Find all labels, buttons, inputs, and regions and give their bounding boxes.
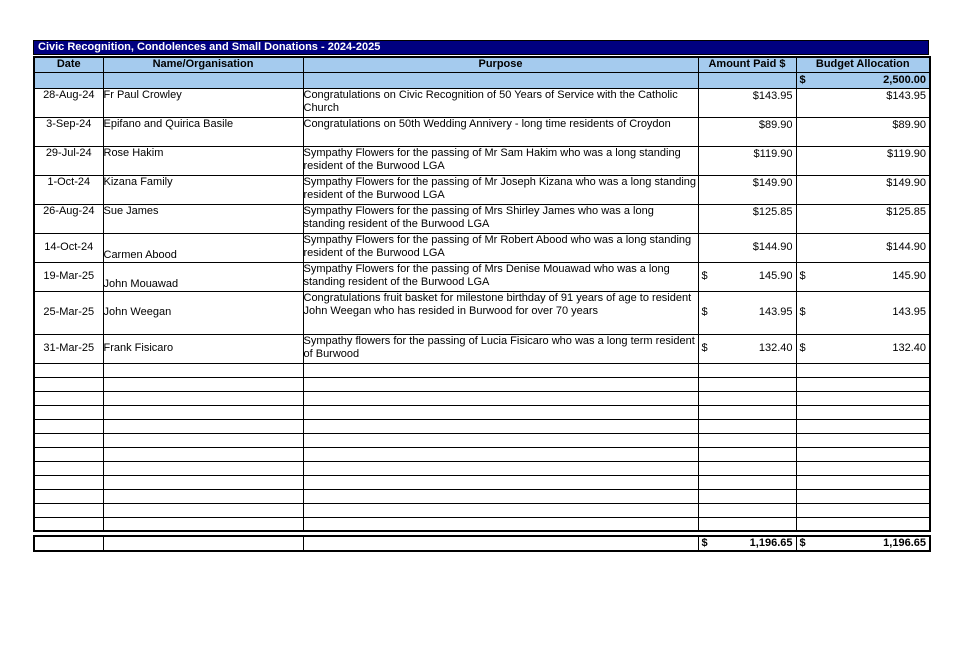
amount-paid-cell: [698, 117, 796, 146]
empty-cell: [698, 405, 796, 419]
empty-cell: [796, 363, 930, 377]
empty-cell: [796, 503, 930, 517]
empty-cell: [103, 405, 303, 419]
empty-cell: [103, 419, 303, 433]
budget-allocation-cell: [796, 175, 930, 204]
table-row: [34, 262, 930, 291]
date-cell: 25-Mar-25: [34, 291, 103, 334]
table-row: [34, 88, 930, 117]
budget-allocation-cell: [796, 291, 930, 334]
empty-cell: [698, 475, 796, 489]
name-organisation-cell: Epifano and Quirica Basile: [103, 117, 303, 146]
budget-allocation-value: 132.40: [892, 342, 926, 354]
empty-cell: [698, 503, 796, 517]
empty-cell: [698, 377, 796, 391]
purpose-cell: Congratulations on Civic Recognition of 50 Years of Service with the Catholic Church: [303, 88, 698, 117]
budget-allocation-value: 143.95: [892, 306, 926, 318]
budget-allocation-value: $125.85: [886, 205, 926, 218]
empty-cell: [303, 433, 698, 447]
purpose-cell: Sympathy Flowers for the passing of Mrs Shirley James who was a long standing resident of the Burwood LGA: [303, 204, 698, 233]
empty-cell: [698, 461, 796, 475]
amount-paid-cell: [698, 175, 796, 204]
total-amount-paid-value: 1,196.65: [749, 537, 793, 549]
amount-paid-value: $89.90: [758, 118, 793, 131]
date-cell: 3-Sep-24: [34, 117, 103, 146]
empty-cell: [796, 489, 930, 503]
empty-cell: [303, 447, 698, 461]
subheader-row: [34, 72, 930, 88]
budget-allocation-value: 145.90: [892, 270, 926, 282]
empty-cell: [303, 517, 698, 531]
purpose-cell: Sympathy Flowers for the passing of Mrs Denise Mouawad who was a long standing resident of the Burwood LGA: [303, 262, 698, 291]
col-header-name-organisation: Name/Organisation: [103, 57, 303, 72]
totals-table: [33, 535, 931, 552]
empty-cell: [698, 517, 796, 531]
currency-symbol: $: [701, 306, 708, 318]
report-title-bar: [33, 40, 929, 55]
empty-cell: [34, 517, 103, 531]
empty-cell: [303, 489, 698, 503]
amount-paid-value: $119.90: [753, 147, 793, 160]
purpose-cell: Sympathy Flowers for the passing of Mr Sam Hakim who was a long standing resident of the Burwood LGA: [303, 146, 698, 175]
date-cell: 14-Oct-24: [34, 233, 103, 262]
empty-cell: [796, 475, 930, 489]
total-budget-allocation-cell: [796, 536, 930, 551]
table-row: [34, 146, 930, 175]
empty-cell: [796, 419, 930, 433]
empty-cell: [796, 377, 930, 391]
donations-table: [33, 56, 931, 532]
subheader-budget-allocation-cell: [796, 72, 930, 88]
empty-cell: [303, 377, 698, 391]
empty-cell: [303, 419, 698, 433]
empty-cell: [103, 433, 303, 447]
empty-row: [34, 391, 930, 405]
empty-cell: [103, 363, 303, 377]
empty-row: [34, 489, 930, 503]
budget-allocation-value: $143.95: [886, 89, 926, 102]
table-row: [34, 117, 930, 146]
amount-paid-value: $143.95: [752, 89, 793, 102]
empty-row: [34, 419, 930, 433]
name-organisation-cell: Rose Hakim: [103, 146, 303, 175]
budget-allocation-cell: [796, 262, 930, 291]
subheader-date-cell: [34, 72, 103, 88]
table-row: [34, 204, 930, 233]
purpose-cell: Sympathy Flowers for the passing of Mr Robert Abood who was a long standing resident of the Burwood LGA: [303, 233, 698, 262]
subheader-purpose-cell: [303, 72, 698, 88]
currency-symbol: $: [799, 342, 806, 354]
empty-cell: [103, 377, 303, 391]
empty-cell: [34, 447, 103, 461]
purpose-cell: Congratulations fruit basket for milestone birthday of 91 years of age to resident John Weegan who has resided in Burwood for over 70 years: [303, 291, 698, 334]
currency-symbol: $: [799, 306, 806, 318]
subheader-amount-paid-cell: [698, 72, 796, 88]
civic-recognition-report: [33, 40, 929, 552]
budget-allocation-cell: [796, 233, 930, 262]
amount-paid-value: 132.40: [758, 342, 793, 354]
initial-budget-value: 2,500.00: [883, 73, 926, 86]
table-row: [34, 334, 930, 363]
empty-cell: [34, 391, 103, 405]
empty-cell: [303, 405, 698, 419]
table-row: [34, 175, 930, 204]
budget-allocation-value: $119.90: [887, 147, 926, 160]
name-organisation-cell: Kizana Family: [103, 175, 303, 204]
empty-cell: [796, 461, 930, 475]
amount-paid-cell: [698, 334, 796, 363]
currency-symbol: $: [799, 270, 806, 282]
empty-cell: [796, 391, 930, 405]
empty-row: [34, 405, 930, 419]
budget-allocation-cell: [796, 146, 930, 175]
name-organisation-cell: John Weegan: [103, 291, 303, 334]
budget-allocation-cell: [796, 88, 930, 117]
empty-cell: [34, 363, 103, 377]
amount-paid-cell: [698, 146, 796, 175]
empty-cell: [103, 461, 303, 475]
table-row: [34, 233, 930, 262]
date-cell: 29-Jul-24: [34, 146, 103, 175]
amount-paid-cell: [698, 233, 796, 262]
empty-cell: [103, 475, 303, 489]
amount-paid-value: $144.90: [752, 241, 793, 253]
empty-cell: [303, 391, 698, 405]
empty-cell: [34, 377, 103, 391]
empty-cell: [34, 503, 103, 517]
empty-cell: [698, 419, 796, 433]
empty-row: [34, 447, 930, 461]
col-header-purpose: Purpose: [303, 57, 698, 72]
empty-cell: [796, 517, 930, 531]
empty-cell: [698, 489, 796, 503]
currency-symbol: $: [701, 270, 708, 282]
amount-paid-cell: [698, 291, 796, 334]
amount-paid-value: $125.85: [752, 205, 793, 218]
name-organisation-cell: Frank Fisicaro: [103, 334, 303, 363]
purpose-cell: Congratulations on 50th Wedding Annivery - long time residents of Croydon: [303, 117, 698, 146]
date-cell: 1-Oct-24: [34, 175, 103, 204]
empty-cell: [303, 461, 698, 475]
name-organisation-cell: John Mouawad: [103, 262, 303, 291]
empty-cell: [698, 433, 796, 447]
name-organisation-cell: Fr Paul Crowley: [103, 88, 303, 117]
date-cell: 26-Aug-24: [34, 204, 103, 233]
budget-allocation-value: $89.90: [892, 118, 926, 131]
amount-paid-value: 143.95: [758, 306, 793, 318]
amount-paid-cell: [698, 204, 796, 233]
empty-row: [34, 433, 930, 447]
empty-cell: [34, 405, 103, 419]
date-cell: 19-Mar-25: [34, 262, 103, 291]
empty-cell: [303, 503, 698, 517]
total-date-cell: [34, 536, 103, 551]
empty-row: [34, 377, 930, 391]
empty-row: [34, 503, 930, 517]
purpose-cell: Sympathy flowers for the passing of Lucia Fisicaro who was a long term resident of Burwood: [303, 334, 698, 363]
total-amount-paid-cell: [698, 536, 796, 551]
empty-cell: [698, 391, 796, 405]
empty-cell: [103, 489, 303, 503]
date-cell: 28-Aug-24: [34, 88, 103, 117]
currency-symbol: $: [701, 537, 708, 549]
empty-row: [34, 475, 930, 489]
col-header-date: Date: [34, 57, 103, 72]
empty-row: [34, 461, 930, 475]
empty-cell: [34, 489, 103, 503]
amount-paid-value: $149.90: [752, 176, 793, 189]
amount-paid-cell: [698, 262, 796, 291]
name-organisation-cell: Carmen Abood: [103, 233, 303, 262]
subheader-name-cell: [103, 72, 303, 88]
empty-cell: [303, 363, 698, 377]
empty-cell: [103, 503, 303, 517]
table-row: [34, 291, 930, 334]
total-name-cell: [103, 536, 303, 551]
report-title: Civic Recognition, Condolences and Small Donations - 2024-2025: [38, 41, 381, 53]
empty-cell: [34, 461, 103, 475]
header-row: [34, 57, 930, 72]
total-purpose-cell: [303, 536, 698, 551]
col-header-amount-paid: Amount Paid $: [698, 57, 796, 72]
empty-cell: [796, 405, 930, 419]
empty-cell: [34, 433, 103, 447]
total-row: [34, 536, 930, 551]
budget-allocation-value: $144.90: [886, 241, 926, 253]
table-body: [34, 88, 930, 531]
currency-symbol: $: [799, 537, 806, 549]
empty-cell: [34, 475, 103, 489]
empty-cell: [34, 419, 103, 433]
empty-cell: [796, 447, 930, 461]
empty-cell: [103, 391, 303, 405]
total-budget-allocation-value: 1,196.65: [883, 537, 926, 549]
col-header-budget-allocation: Budget Allocation: [796, 57, 930, 72]
empty-row: [34, 363, 930, 377]
budget-allocation-cell: [796, 334, 930, 363]
amount-paid-value: 145.90: [758, 270, 793, 282]
name-organisation-cell: Sue James: [103, 204, 303, 233]
empty-cell: [303, 475, 698, 489]
empty-row: [34, 517, 930, 531]
empty-cell: [698, 363, 796, 377]
empty-cell: [698, 447, 796, 461]
budget-allocation-value: $149.90: [886, 176, 926, 189]
amount-paid-cell: [698, 88, 796, 117]
purpose-cell: Sympathy Flowers for the passing of Mr Joseph Kizana who was a long standing resident of the Burwood LGA: [303, 175, 698, 204]
currency-symbol: $: [701, 342, 708, 354]
date-cell: 31-Mar-25: [34, 334, 103, 363]
empty-cell: [103, 447, 303, 461]
budget-allocation-cell: [796, 117, 930, 146]
currency-symbol: $: [799, 73, 806, 86]
budget-allocation-cell: [796, 204, 930, 233]
empty-cell: [103, 517, 303, 531]
empty-cell: [796, 433, 930, 447]
